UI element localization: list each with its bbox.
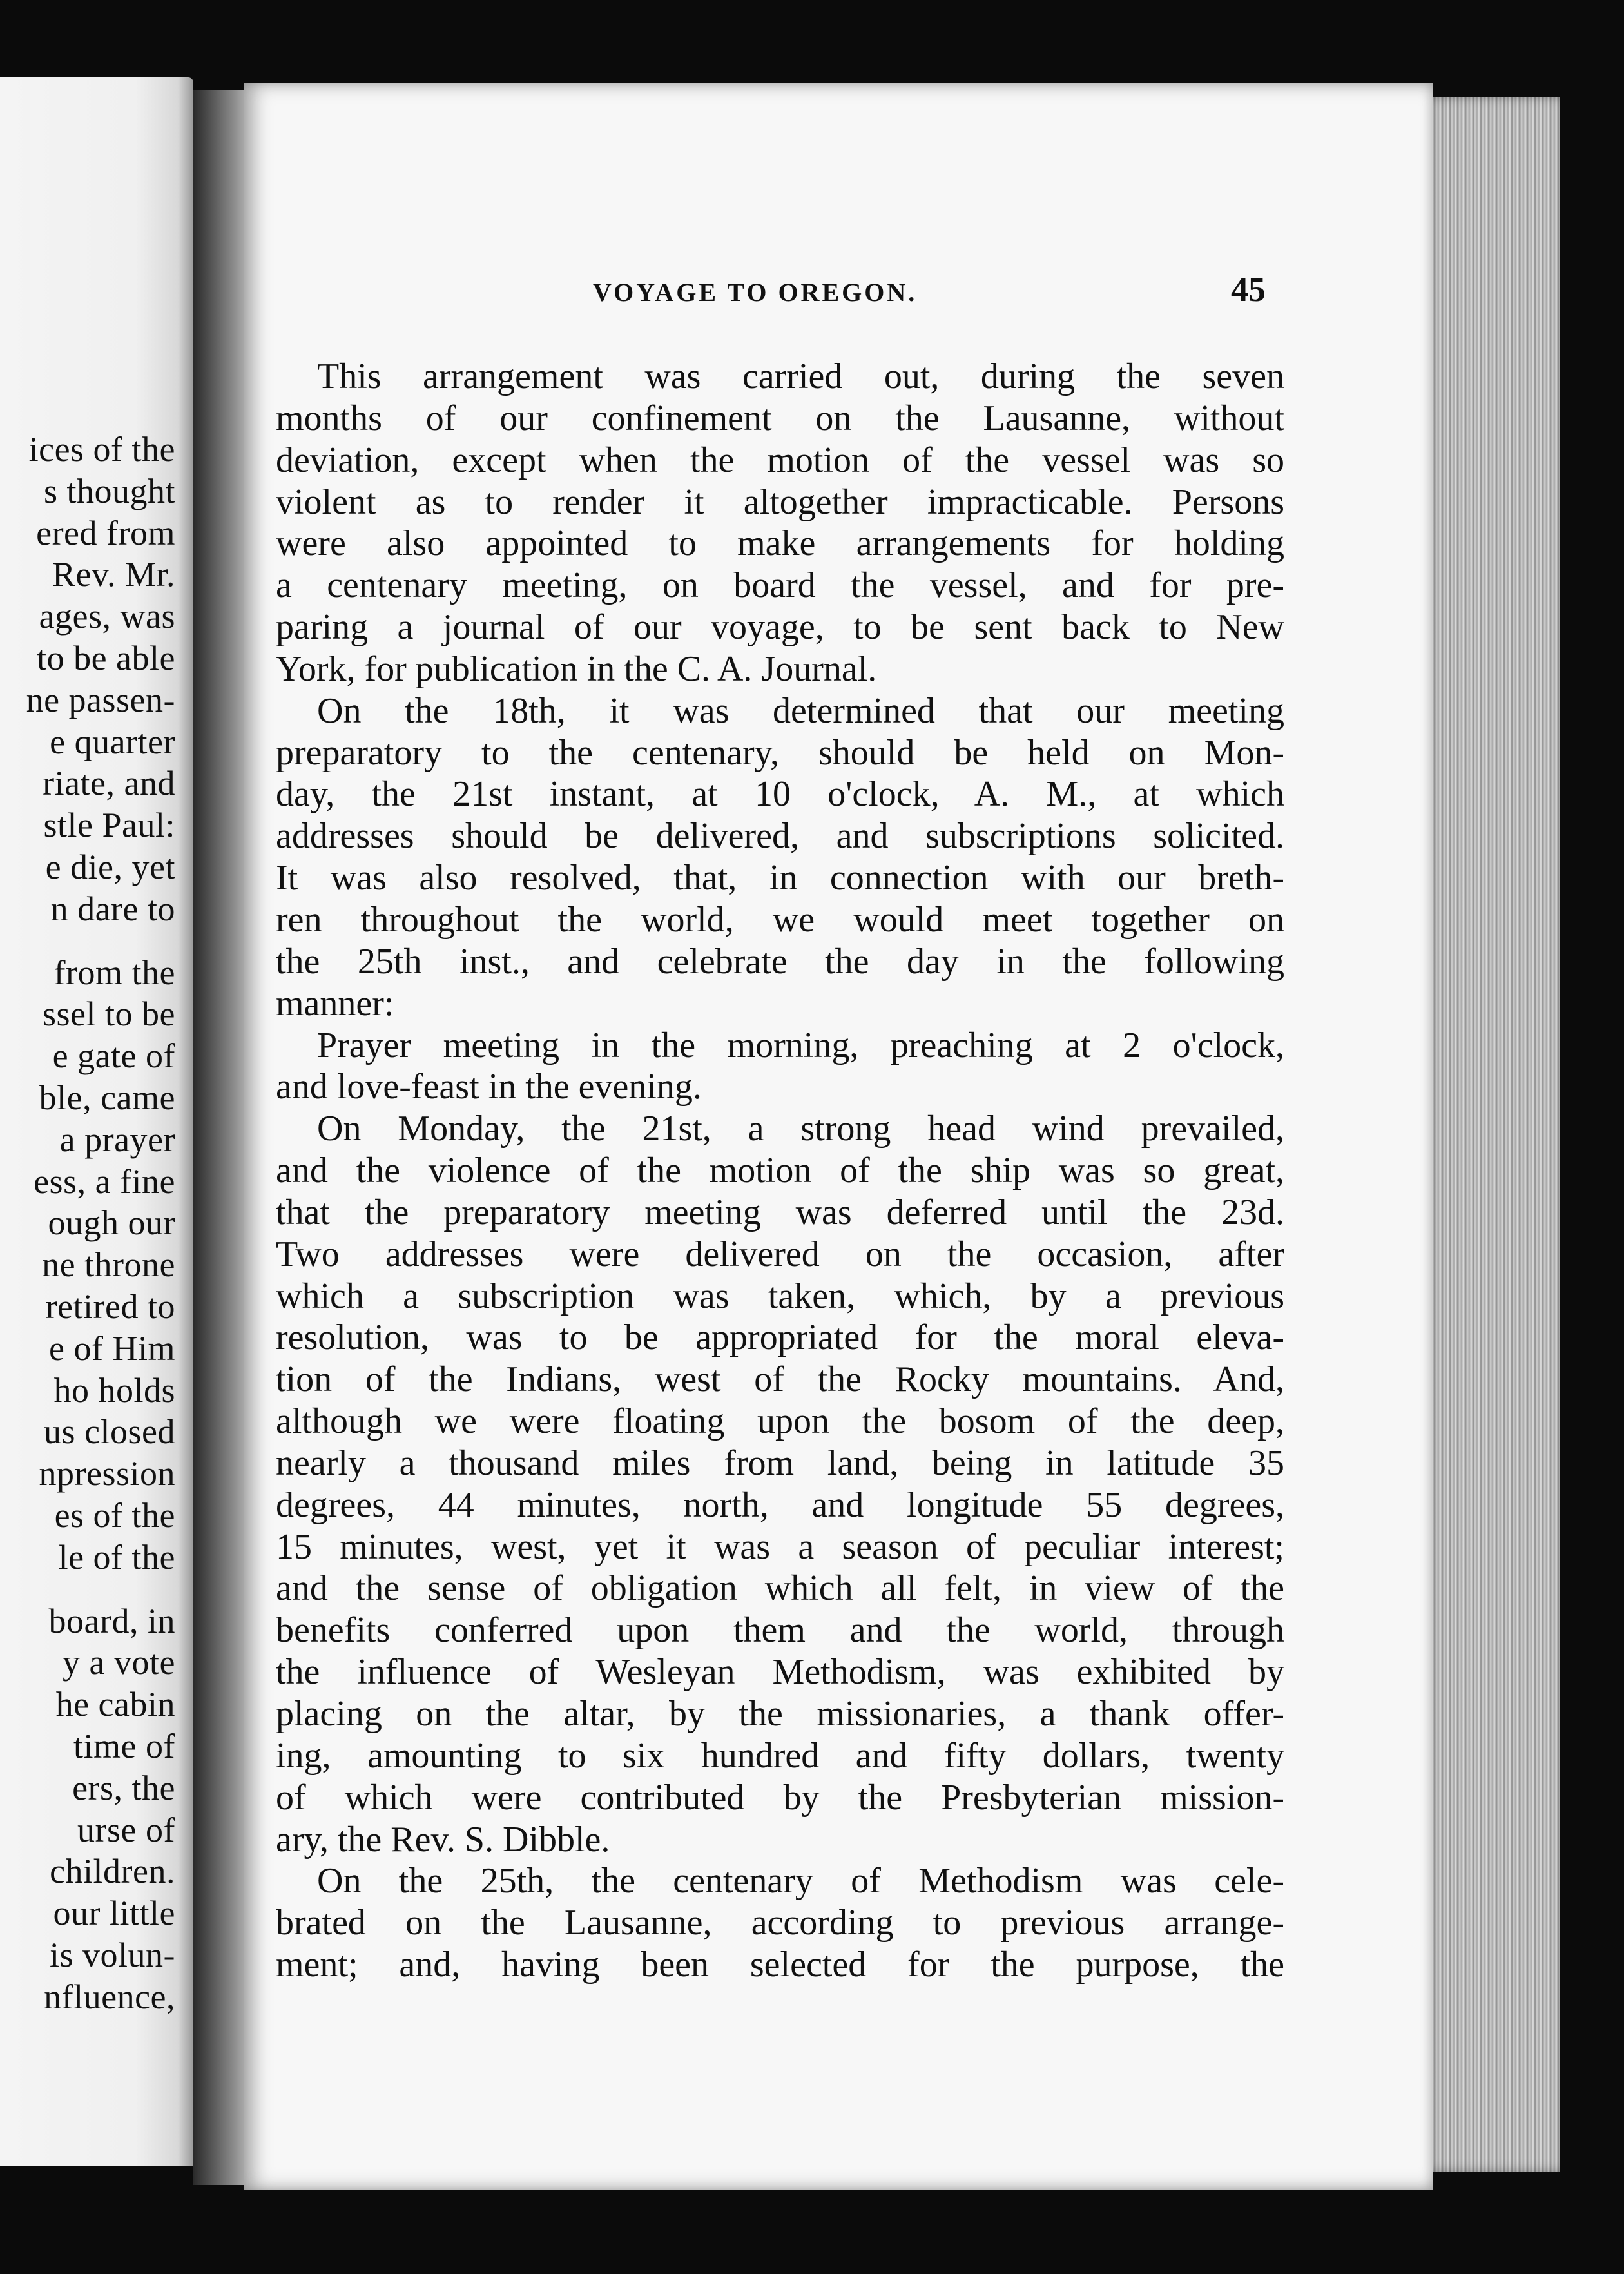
previous-page-line: e of Him	[49, 1328, 175, 1368]
previous-page-line: children.	[50, 1852, 175, 1891]
text-line: nearly a thousand miles from land, being in latitude 35	[276, 1443, 1284, 1483]
book-gutter	[193, 90, 251, 2185]
previous-page-line: riate, and	[43, 764, 175, 803]
previous-page-line: s thought	[43, 471, 175, 510]
previous-page-line: stle Paul:	[43, 806, 175, 845]
text-line: months of our confinement on the Lausanne, without	[276, 398, 1284, 438]
running-title: VOYAGE TO OREGON.	[593, 278, 918, 307]
previous-page-line: urse of	[77, 1810, 175, 1849]
previous-page-text	[26, 429, 175, 2017]
text-line: It was also resolved, that, in connection with our breth-	[276, 858, 1284, 899]
text-line: a centenary meeting, on board the vessel, and for pre-	[276, 565, 1284, 606]
page-body	[276, 356, 1284, 1986]
previous-page-line: ess, a fine	[34, 1161, 175, 1201]
text-line: resolution, was to be appropriated for the moral eleva-	[276, 1317, 1284, 1358]
text-line: ment; and, having been selected for the purpose, the	[276, 1945, 1284, 1985]
previous-page-line: nfluence,	[44, 1977, 175, 2016]
text-line: addresses should be delivered, and subscriptions solicited.	[276, 816, 1284, 857]
text-line: manner:	[276, 983, 394, 1024]
text-line: which a subscription was taken, which, by a previous	[276, 1276, 1284, 1316]
previous-page-line: n dare to	[50, 889, 175, 928]
text-line: ing, amounting to six hundred and fifty dollars, twenty	[276, 1735, 1284, 1776]
text-line: Two addresses were delivered on the occasion, after	[276, 1234, 1284, 1274]
text-line: that the preparatory meeting was deferred until the 23d.	[276, 1192, 1284, 1232]
previous-page-line: ssel to be	[43, 995, 175, 1034]
text-line: 15 minutes, west, yet it was a season of peculiar interest;	[276, 1526, 1284, 1567]
text-line: and the sense of obligation which all felt, in view of the	[276, 1568, 1284, 1609]
text-line: degrees, 44 minutes, north, and longitude 55 degrees,	[276, 1484, 1284, 1525]
previous-page-line: ble, came	[39, 1078, 175, 1117]
text-line: On the 25th, the centenary of Methodism was cele-	[317, 1861, 1284, 1901]
text-line: On the 18th, it was determined that our meeting	[317, 690, 1284, 731]
text-line: preparatory to the centenary, should be held on Mon-	[276, 732, 1284, 773]
previous-page-line: board, in	[48, 1601, 175, 1640]
page-number: 45	[1231, 270, 1266, 309]
previous-page-line: ho holds	[53, 1370, 175, 1410]
previous-page-line: he cabin	[55, 1685, 175, 1724]
text-line: although we were floating upon the bosom of the deep,	[276, 1401, 1284, 1442]
previous-page-line: ages, was	[39, 597, 175, 636]
text-line: day, the 21st instant, at 10 o'clock, A. M., at which	[276, 774, 1284, 815]
previous-page-line: retired to	[45, 1287, 175, 1326]
text-line: Prayer meeting in the morning, preaching at 2 o'clock,	[317, 1025, 1284, 1065]
previous-page-line: us closed	[44, 1412, 175, 1452]
text-line: tion of the Indians, west of the Rocky mountains. And,	[276, 1359, 1284, 1400]
previous-page-line: ne throne	[42, 1245, 175, 1285]
previous-page-line	[26, 1579, 175, 1600]
previous-page-line: is volun-	[49, 1935, 175, 1974]
previous-page-line: Rev. Mr.	[52, 555, 175, 594]
text-line: ary, the Rev. S. Dibble.	[276, 1819, 610, 1860]
previous-page-line: a prayer	[59, 1120, 175, 1159]
text-line: violent as to render it altogether impracticable. Persons	[276, 481, 1284, 522]
previous-page-line: e quarter	[50, 722, 175, 761]
previous-page-line: to be able	[37, 638, 175, 677]
previous-page-line: from the	[53, 953, 175, 992]
text-line: brated on the Lausanne, according to previous arrange-	[276, 1903, 1284, 1943]
previous-page-line: npression	[39, 1454, 175, 1493]
previous-page	[0, 77, 193, 2166]
previous-page-line: ough our	[48, 1203, 175, 1243]
text-line: the 25th inst., and celebrate the day in the following	[276, 941, 1284, 982]
previous-page-line: our little	[53, 1894, 175, 1933]
previous-page-line: le of the	[58, 1537, 175, 1577]
previous-page-line: time of	[73, 1726, 175, 1765]
text-line: York, for publication in the C. A. Journal.	[276, 648, 877, 689]
text-line: placing on the altar, by the missionaries, a thank offer-	[276, 1694, 1284, 1734]
previous-page-line: ices of the	[28, 430, 175, 469]
previous-page-line: ne passen-	[26, 680, 175, 719]
text-line: and the violence of the motion of the ship was so great,	[276, 1151, 1284, 1191]
previous-page-line: e die, yet	[45, 847, 175, 886]
previous-page-line	[26, 930, 175, 952]
previous-page-line: es of the	[54, 1495, 175, 1535]
previous-page-line: ers, the	[72, 1768, 175, 1807]
text-line: were also appointed to make arrangements for holding	[276, 523, 1284, 564]
text-line: deviation, except when the motion of the vessel was so	[276, 440, 1284, 480]
text-line: paring a journal of our voyage, to be sent back to New	[276, 607, 1284, 648]
page-edges	[1421, 97, 1560, 2172]
text-line: benefits conferred upon them and the world, through	[276, 1610, 1284, 1651]
text-line: the influence of Wesleyan Methodism, was exhibited by	[276, 1652, 1284, 1693]
previous-page-line: ered from	[36, 513, 175, 552]
text-line: ren throughout the world, we would meet together on	[276, 899, 1284, 940]
text-line: This arrangement was carried out, during the seven	[317, 356, 1284, 396]
text-line: On Monday, the 21st, a strong head wind prevailed,	[317, 1109, 1284, 1149]
text-line: and love-feast in the evening.	[276, 1067, 702, 1107]
text-line: of which were contributed by the Presbyterian mission-	[276, 1777, 1284, 1818]
previous-page-line: y a vote	[63, 1643, 175, 1682]
previous-page-line: e gate of	[52, 1036, 175, 1076]
